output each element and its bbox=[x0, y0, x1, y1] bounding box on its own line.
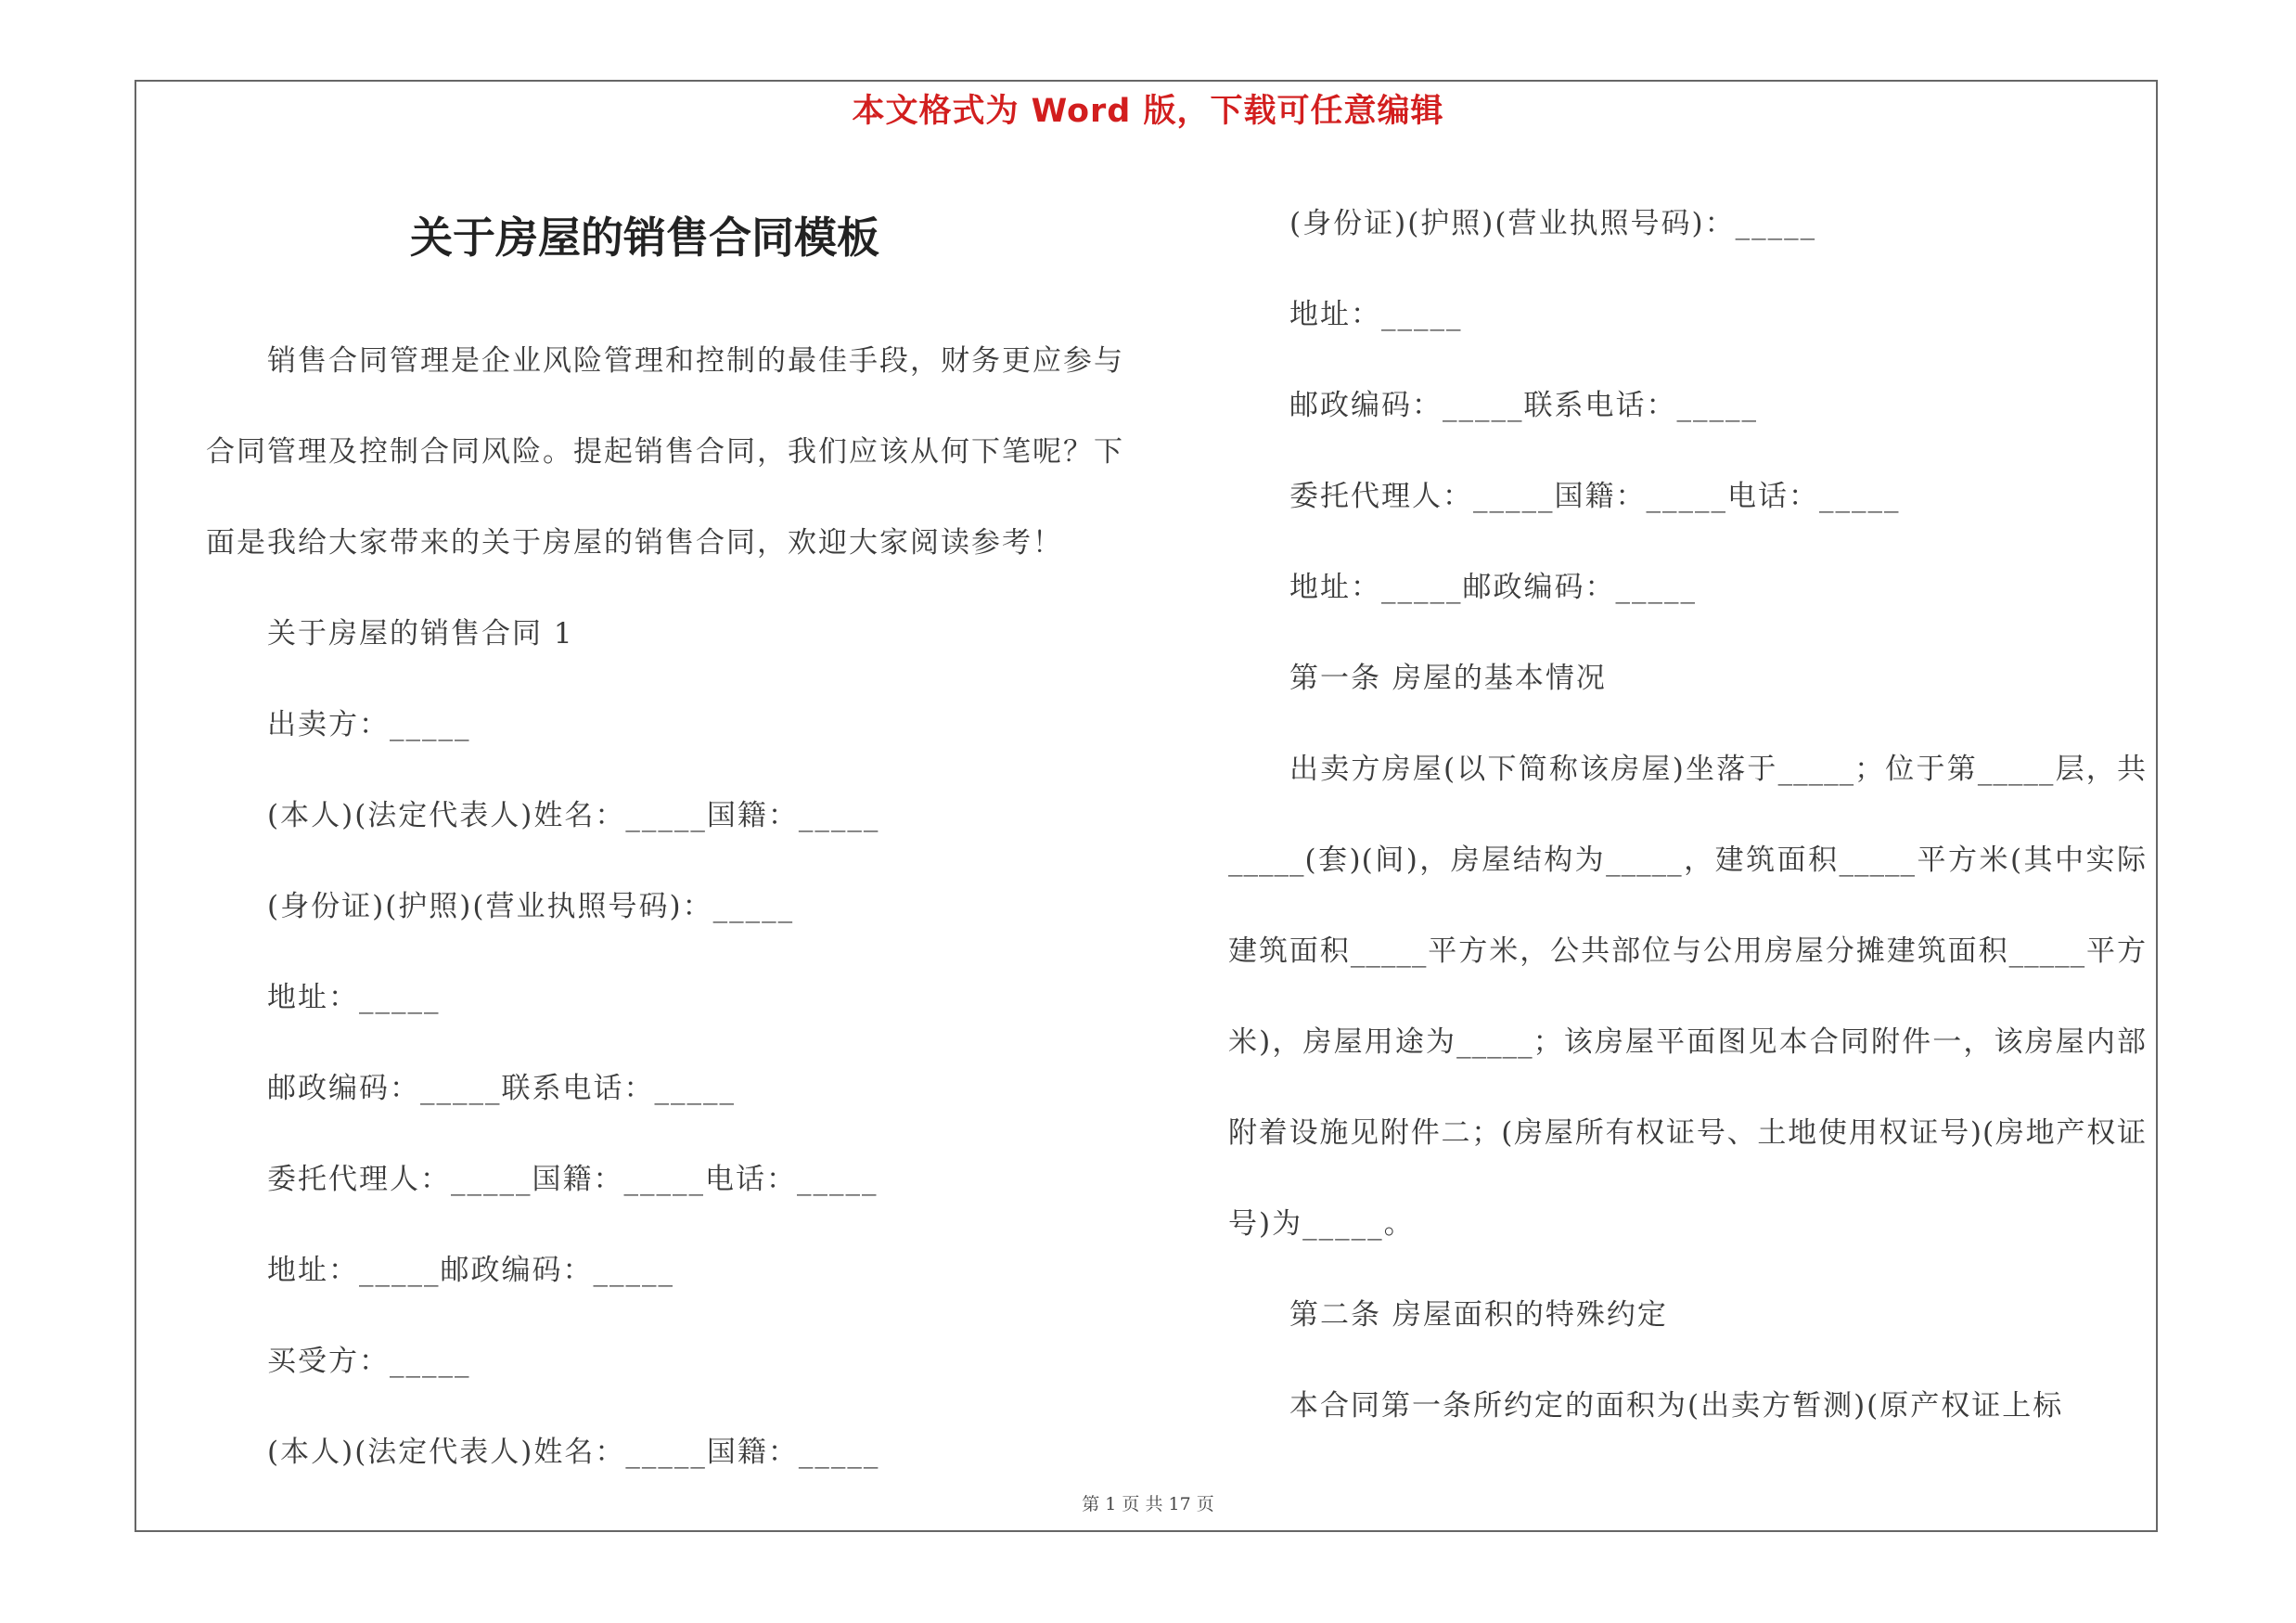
document-title: 关于房屋的销售合同模板 bbox=[410, 213, 879, 263]
article-1-text: 建筑面积_____平方米，公共部位与公用房屋分摊建筑面积_____平方 bbox=[1228, 934, 2147, 968]
paragraph-line: 合同管理及控制合同风险。提起销售合同，我们应该从何下笔呢？下 bbox=[206, 435, 1124, 469]
article-2-heading: 第二条 房屋面积的特殊约定 bbox=[1289, 1298, 1668, 1332]
article-2-text: 本合同第一条所约定的面积为(出卖方暂测)(原产权证上标 bbox=[1289, 1389, 2064, 1423]
section-heading: 关于房屋的销售合同 1 bbox=[267, 617, 574, 650]
format-banner: 本文格式为 Word 版，下载可任意编辑 bbox=[852, 93, 1444, 130]
article-1-text: 米)，房屋用途为_____；该房屋平面图见本合同附件一，该房屋内部 bbox=[1228, 1025, 2147, 1059]
seller-line: 出卖方：_____ bbox=[267, 708, 471, 741]
left-column bbox=[206, 316, 1124, 1498]
article-1-text: 号)为_____。 bbox=[1228, 1207, 1415, 1241]
buyer-agent-line: 委托代理人：_____国籍：_____电话：_____ bbox=[1289, 480, 1901, 513]
seller-address-line: 地址：_____ bbox=[267, 981, 441, 1014]
article-1-text: 附着设施见附件二；(房屋所有权证号、土地使用权证号)(房地产权证 bbox=[1228, 1116, 2147, 1150]
seller-name-line: (本人)(法定代表人)姓名：_____国籍：_____ bbox=[267, 799, 880, 832]
paragraph-line: 面是我给大家带来的关于房屋的销售合同，欢迎大家阅读参考！ bbox=[206, 526, 1063, 560]
buyer-name-line: (本人)(法定代表人)姓名：_____国籍：_____ bbox=[267, 1436, 880, 1469]
seller-agent-line: 委托代理人：_____国籍：_____电话：_____ bbox=[267, 1163, 879, 1196]
buyer-line: 买受方：_____ bbox=[267, 1345, 471, 1378]
buyer-id-line: (身份证)(护照)(营业执照号码)：_____ bbox=[1289, 207, 1817, 240]
seller-agent-address-line: 地址：_____邮政编码：_____ bbox=[267, 1254, 674, 1287]
page-number: 第 1 页 共 17 页 bbox=[1082, 1494, 1214, 1514]
right-column bbox=[1228, 178, 2147, 1451]
buyer-address-line: 地址：_____ bbox=[1289, 298, 1463, 331]
buyer-agent-address-line: 地址：_____邮政编码：_____ bbox=[1289, 571, 1697, 604]
seller-postcode-line: 邮政编码：_____联系电话：_____ bbox=[267, 1072, 736, 1105]
article-1-text: 出卖方房屋(以下简称该房屋)坐落于_____；位于第_____层，共 bbox=[1289, 753, 2147, 786]
seller-id-line: (身份证)(护照)(营业执照号码)：_____ bbox=[267, 890, 795, 923]
paragraph-line: 销售合同管理是企业风险管理和控制的最佳手段，财务更应参与 bbox=[267, 344, 1124, 378]
article-1-heading: 第一条 房屋的基本情况 bbox=[1289, 662, 1607, 695]
article-1-text: _____(套)(间)，房屋结构为_____，建筑面积_____平方米(其中实际 bbox=[1228, 844, 2147, 877]
buyer-postcode-line: 邮政编码：_____联系电话：_____ bbox=[1289, 389, 1758, 422]
